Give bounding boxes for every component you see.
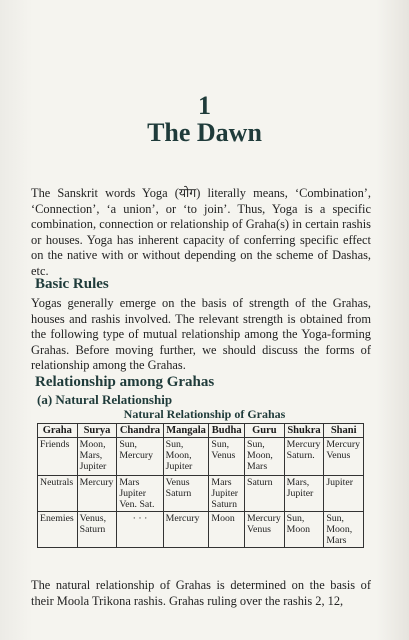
chapter-number: 1 bbox=[198, 91, 211, 120]
table-cell: Venus, Saturn bbox=[77, 512, 117, 548]
basic-rules-paragraph: Yogas generally emerge on the basis of strength of the Grahas, houses and rashis involved. The relevant strength is obtained from the following type of mutual relationship among the Yoga-forming Grahas. Before moving further, we should discuss the forms of relationship among the Grahas. bbox=[31, 296, 371, 373]
table-cell: Mercury Venus bbox=[245, 512, 285, 548]
table-cell: Enemies bbox=[38, 512, 78, 548]
table-cell: Mercury Venus bbox=[324, 438, 364, 476]
column-header: Graha bbox=[38, 424, 78, 438]
table-header-row bbox=[38, 424, 364, 438]
table-cell: Moon bbox=[209, 512, 245, 548]
table-cell: Mars Jupiter Saturn bbox=[209, 476, 245, 512]
table-cell: Mercury Saturn. bbox=[284, 438, 324, 476]
table-row-enemies bbox=[38, 512, 364, 548]
table-cell: Jupiter bbox=[324, 476, 364, 512]
table-row-neutrals bbox=[38, 476, 364, 512]
table-cell: Friends bbox=[38, 438, 78, 476]
table-caption: Natural Relationship of Grahas bbox=[123, 407, 286, 421]
table-cell: Venus Saturn bbox=[163, 476, 209, 512]
table-cell: Sun, Moon, Jupiter bbox=[163, 438, 209, 476]
table-cell: Moon, Mars, Jupiter bbox=[77, 438, 117, 476]
table-row-friends bbox=[38, 438, 364, 476]
natural-relationship-table bbox=[37, 423, 364, 548]
table-cell: Sun, Moon, Mars bbox=[324, 512, 364, 548]
column-header: Surya bbox=[77, 424, 117, 438]
natural-relationship-subheading: (a) Natural Relationship bbox=[37, 392, 173, 407]
table-cell: · · · bbox=[117, 512, 163, 548]
table-cell: Mercury bbox=[163, 512, 209, 548]
column-header: Shani bbox=[324, 424, 364, 438]
intro-paragraph: The Sanskrit words Yoga (योग) literally means, ‘Combination’, ‘Connection’, ‘a union’, or ‘to join’. Thus, Yoga is a specific combination, connection or relationship of Graha(s) in certain rashis or houses. Yoga has inherent capacity of conferring specific effect on the native with or without depending on the scheme of Dashas, etc. bbox=[31, 186, 371, 278]
table-cell: Saturn bbox=[245, 476, 285, 512]
table-cell: Sun, Moon bbox=[284, 512, 324, 548]
column-header: Guru bbox=[245, 424, 285, 438]
table-cell: Sun, Moon, Mars bbox=[245, 438, 285, 476]
relationship-heading: Relationship among Grahas bbox=[35, 374, 215, 390]
basic-rules-heading: Basic Rules bbox=[35, 276, 109, 292]
closing-paragraph: The natural relationship of Grahas is determined on the basis of their Moola Trikona rashis. Grahas ruling over the rashis 2, 12, bbox=[31, 578, 371, 608]
chapter-title: The Dawn bbox=[147, 118, 262, 147]
column-header: Shukra bbox=[284, 424, 324, 438]
table-cell: Mars Jupiter Ven. Sat. bbox=[117, 476, 163, 512]
table-cell: Sun, Mercury bbox=[117, 438, 163, 476]
table-cell: Mercury bbox=[77, 476, 117, 512]
table-cell: Sun, Venus bbox=[209, 438, 245, 476]
table-cell: Mars, Jupiter bbox=[284, 476, 324, 512]
column-header: Mangala bbox=[163, 424, 209, 438]
table-cell: Neutrals bbox=[38, 476, 78, 512]
column-header: Budha bbox=[209, 424, 245, 438]
column-header: Chandra bbox=[117, 424, 163, 438]
